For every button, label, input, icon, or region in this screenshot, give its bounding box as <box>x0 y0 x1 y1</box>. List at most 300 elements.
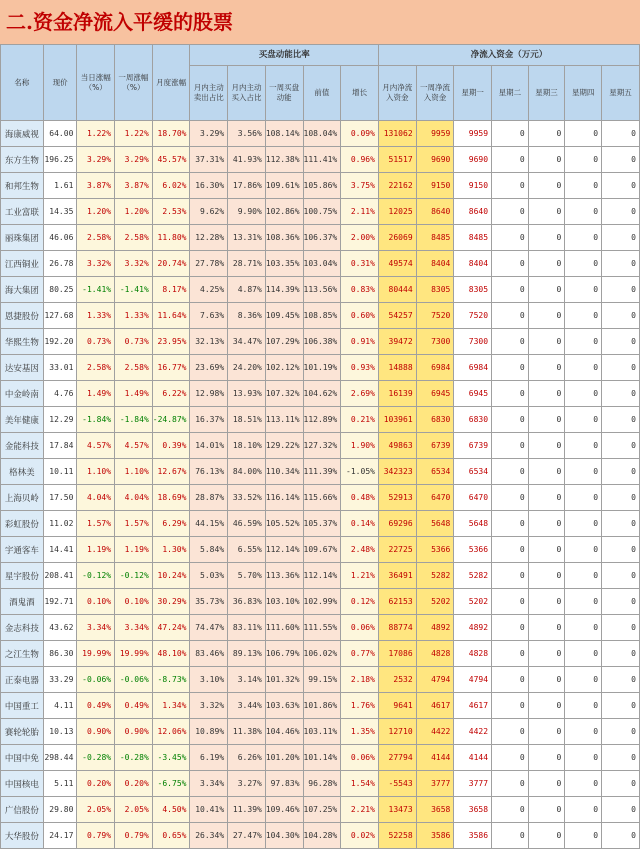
buy-ratio: 36.83% <box>228 589 266 615</box>
sell-ratio: 35.73% <box>190 589 228 615</box>
week-flow: 7520 <box>416 303 454 329</box>
table-row <box>1 121 640 147</box>
friday-flow: 0 <box>602 355 640 381</box>
growth: 0.96% <box>341 147 379 173</box>
week-buy: 102.12% <box>265 355 303 381</box>
growth: 0.02% <box>341 823 379 849</box>
tuesday-flow: 0 <box>492 615 529 641</box>
sell-ratio: 27.78% <box>190 251 228 277</box>
growth: 0.31% <box>341 251 379 277</box>
week-buy: 110.34% <box>265 459 303 485</box>
sell-ratio: 83.46% <box>190 641 228 667</box>
month-change: 2.53% <box>152 199 190 225</box>
month-change: 18.70% <box>152 121 190 147</box>
stock-name: 之江生物 <box>1 641 44 667</box>
thursday-flow: 0 <box>565 225 602 251</box>
stock-name: 中国中免 <box>1 745 44 771</box>
wednesday-flow: 0 <box>528 433 565 459</box>
growth: 1.90% <box>341 433 379 459</box>
stock-name: 海康威视 <box>1 121 44 147</box>
monday-flow: 4422 <box>454 719 492 745</box>
week-buy: 106.79% <box>265 641 303 667</box>
prev-value: 96.28% <box>303 771 341 797</box>
week-flow: 5648 <box>416 511 454 537</box>
friday-flow: 0 <box>602 277 640 303</box>
price: 29.80 <box>43 797 77 823</box>
buy-ratio: 33.52% <box>228 485 266 511</box>
wednesday-flow: 0 <box>528 719 565 745</box>
table-row <box>1 173 640 199</box>
monday-flow: 5648 <box>454 511 492 537</box>
sell-ratio: 3.32% <box>190 693 228 719</box>
monday-flow: 3586 <box>454 823 492 849</box>
monday-flow: 9150 <box>454 173 492 199</box>
header-week-change: 一周涨幅（%） <box>115 45 153 121</box>
month-change: -24.87% <box>152 407 190 433</box>
growth: 2.21% <box>341 797 379 823</box>
buy-ratio: 46.59% <box>228 511 266 537</box>
wednesday-flow: 0 <box>528 225 565 251</box>
day-change: 1.49% <box>77 381 115 407</box>
month-flow: 49574 <box>378 251 416 277</box>
week-buy: 113.36% <box>265 563 303 589</box>
table-row <box>1 303 640 329</box>
day-change: -0.06% <box>77 667 115 693</box>
stock-name: 宇通客车 <box>1 537 44 563</box>
price: 10.13 <box>43 719 77 745</box>
price: 208.41 <box>43 563 77 589</box>
thursday-flow: 0 <box>565 745 602 771</box>
sell-ratio: 44.15% <box>190 511 228 537</box>
wednesday-flow: 0 <box>528 303 565 329</box>
week-flow: 7300 <box>416 329 454 355</box>
buy-ratio: 5.70% <box>228 563 266 589</box>
week-buy: 112.38% <box>265 147 303 173</box>
month-change: 12.67% <box>152 459 190 485</box>
buy-ratio: 8.36% <box>228 303 266 329</box>
friday-flow: 0 <box>602 641 640 667</box>
header-buy-ratio: 月内主动买入占比 <box>228 66 266 121</box>
day-change: -1.84% <box>77 407 115 433</box>
week-buy: 102.86% <box>265 199 303 225</box>
sell-ratio: 16.37% <box>190 407 228 433</box>
prev-value: 127.32% <box>303 433 341 459</box>
stock-name: 丽珠集团 <box>1 225 44 251</box>
tuesday-flow: 0 <box>492 719 529 745</box>
week-flow: 5202 <box>416 589 454 615</box>
wednesday-flow: 0 <box>528 381 565 407</box>
stock-name: 华熙生物 <box>1 329 44 355</box>
week-change: 19.99% <box>115 641 153 667</box>
sell-ratio: 4.25% <box>190 277 228 303</box>
week-buy: 107.29% <box>265 329 303 355</box>
month-change: 16.77% <box>152 355 190 381</box>
growth: 0.83% <box>341 277 379 303</box>
day-change: 1.19% <box>77 537 115 563</box>
wednesday-flow: 0 <box>528 589 565 615</box>
day-change: 3.87% <box>77 173 115 199</box>
thursday-flow: 0 <box>565 719 602 745</box>
prev-value: 101.14% <box>303 745 341 771</box>
week-buy: 103.35% <box>265 251 303 277</box>
tuesday-flow: 0 <box>492 355 529 381</box>
friday-flow: 0 <box>602 303 640 329</box>
week-buy: 109.61% <box>265 173 303 199</box>
day-change: 0.79% <box>77 823 115 849</box>
monday-flow: 6984 <box>454 355 492 381</box>
page-title: 二.资金净流入平缓的股票 <box>0 0 640 44</box>
week-buy: 113.11% <box>265 407 303 433</box>
tuesday-flow: 0 <box>492 121 529 147</box>
stock-name: 美年健康 <box>1 407 44 433</box>
week-change: 4.57% <box>115 433 153 459</box>
price: 5.11 <box>43 771 77 797</box>
table-row <box>1 147 640 173</box>
week-buy: 101.32% <box>265 667 303 693</box>
month-flow: -5543 <box>378 771 416 797</box>
week-flow: 9150 <box>416 173 454 199</box>
month-change: -3.45% <box>152 745 190 771</box>
header-prev: 前值 <box>303 66 341 121</box>
tuesday-flow: 0 <box>492 511 529 537</box>
header-name: 名称 <box>1 45 44 121</box>
tuesday-flow: 0 <box>492 693 529 719</box>
friday-flow: 0 <box>602 459 640 485</box>
friday-flow: 0 <box>602 693 640 719</box>
day-change: 4.57% <box>77 433 115 459</box>
prev-value: 99.15% <box>303 667 341 693</box>
day-change: 2.05% <box>77 797 115 823</box>
growth: 0.91% <box>341 329 379 355</box>
tuesday-flow: 0 <box>492 537 529 563</box>
price: 33.29 <box>43 667 77 693</box>
month-flow: 14888 <box>378 355 416 381</box>
month-change: 48.10% <box>152 641 190 667</box>
stock-name: 中国核电 <box>1 771 44 797</box>
header-wednesday: 星期三 <box>528 66 565 121</box>
week-change: 3.29% <box>115 147 153 173</box>
sell-ratio: 28.87% <box>190 485 228 511</box>
price: 298.44 <box>43 745 77 771</box>
growth: 2.48% <box>341 537 379 563</box>
monday-flow: 4144 <box>454 745 492 771</box>
header-net-inflow-group: 净流入资金（万元） <box>378 45 639 66</box>
header-sell-ratio: 月内主动卖出占比 <box>190 66 228 121</box>
wednesday-flow: 0 <box>528 823 565 849</box>
monday-flow: 6534 <box>454 459 492 485</box>
prev-value: 103.04% <box>303 251 341 277</box>
stock-name: 星宇股份 <box>1 563 44 589</box>
prev-value: 108.04% <box>303 121 341 147</box>
growth: 0.77% <box>341 641 379 667</box>
sell-ratio: 5.84% <box>190 537 228 563</box>
sell-ratio: 3.29% <box>190 121 228 147</box>
wednesday-flow: 0 <box>528 199 565 225</box>
week-change: 1.20% <box>115 199 153 225</box>
thursday-flow: 0 <box>565 121 602 147</box>
header-week-flow: 一周净流入资金 <box>416 66 454 121</box>
buy-ratio: 13.31% <box>228 225 266 251</box>
table-row <box>1 823 640 849</box>
growth: 0.93% <box>341 355 379 381</box>
week-flow: 4422 <box>416 719 454 745</box>
growth: 1.21% <box>341 563 379 589</box>
tuesday-flow: 0 <box>492 277 529 303</box>
week-change: 2.05% <box>115 797 153 823</box>
friday-flow: 0 <box>602 615 640 641</box>
sell-ratio: 23.69% <box>190 355 228 381</box>
buy-ratio: 3.44% <box>228 693 266 719</box>
prev-value: 113.56% <box>303 277 341 303</box>
prev-value: 104.62% <box>303 381 341 407</box>
week-flow: 6984 <box>416 355 454 381</box>
prev-value: 111.41% <box>303 147 341 173</box>
week-change: 1.19% <box>115 537 153 563</box>
thursday-flow: 0 <box>565 797 602 823</box>
monday-flow: 9959 <box>454 121 492 147</box>
prev-value: 103.11% <box>303 719 341 745</box>
friday-flow: 0 <box>602 251 640 277</box>
friday-flow: 0 <box>602 745 640 771</box>
week-buy: 108.36% <box>265 225 303 251</box>
buy-ratio: 11.39% <box>228 797 266 823</box>
buy-ratio: 3.14% <box>228 667 266 693</box>
buy-ratio: 34.47% <box>228 329 266 355</box>
wednesday-flow: 0 <box>528 329 565 355</box>
monday-flow: 6739 <box>454 433 492 459</box>
table-row <box>1 329 640 355</box>
friday-flow: 0 <box>602 329 640 355</box>
header-tuesday: 星期二 <box>492 66 529 121</box>
friday-flow: 0 <box>602 433 640 459</box>
stock-name: 赛轮轮胎 <box>1 719 44 745</box>
table-row <box>1 251 640 277</box>
day-change: 2.58% <box>77 355 115 381</box>
prev-value: 104.28% <box>303 823 341 849</box>
day-change: 19.99% <box>77 641 115 667</box>
wednesday-flow: 0 <box>528 771 565 797</box>
week-change: 0.79% <box>115 823 153 849</box>
week-flow: 4794 <box>416 667 454 693</box>
buy-ratio: 17.86% <box>228 173 266 199</box>
month-change: 6.22% <box>152 381 190 407</box>
table-row <box>1 615 640 641</box>
thursday-flow: 0 <box>565 693 602 719</box>
prev-value: 100.75% <box>303 199 341 225</box>
monday-flow: 3777 <box>454 771 492 797</box>
price: 1.61 <box>43 173 77 199</box>
buy-ratio: 84.00% <box>228 459 266 485</box>
friday-flow: 0 <box>602 563 640 589</box>
month-change: 11.64% <box>152 303 190 329</box>
month-change: 30.29% <box>152 589 190 615</box>
table-row <box>1 589 640 615</box>
stock-name: 和邦生物 <box>1 173 44 199</box>
growth: 1.76% <box>341 693 379 719</box>
week-flow: 5366 <box>416 537 454 563</box>
week-flow: 6945 <box>416 381 454 407</box>
week-buy: 112.14% <box>265 537 303 563</box>
week-change: 0.20% <box>115 771 153 797</box>
price: 64.00 <box>43 121 77 147</box>
stock-name: 上海贝岭 <box>1 485 44 511</box>
month-change: 47.24% <box>152 615 190 641</box>
tuesday-flow: 0 <box>492 407 529 433</box>
growth: 2.69% <box>341 381 379 407</box>
friday-flow: 0 <box>602 667 640 693</box>
day-change: -0.28% <box>77 745 115 771</box>
price: 12.29 <box>43 407 77 433</box>
week-change: -0.28% <box>115 745 153 771</box>
wednesday-flow: 0 <box>528 121 565 147</box>
sell-ratio: 3.10% <box>190 667 228 693</box>
price: 86.30 <box>43 641 77 667</box>
monday-flow: 7520 <box>454 303 492 329</box>
tuesday-flow: 0 <box>492 199 529 225</box>
sell-ratio: 26.34% <box>190 823 228 849</box>
month-change: 10.24% <box>152 563 190 589</box>
friday-flow: 0 <box>602 121 640 147</box>
week-buy: 116.14% <box>265 485 303 511</box>
growth: 1.54% <box>341 771 379 797</box>
week-buy: 105.52% <box>265 511 303 537</box>
price: 4.76 <box>43 381 77 407</box>
week-flow: 3586 <box>416 823 454 849</box>
header-week-buy: 一周买盘动能 <box>265 66 303 121</box>
growth: 0.09% <box>341 121 379 147</box>
stock-name: 东方生物 <box>1 147 44 173</box>
month-change: 6.02% <box>152 173 190 199</box>
week-flow: 8485 <box>416 225 454 251</box>
stock-name: 酒鬼酒 <box>1 589 44 615</box>
sell-ratio: 76.13% <box>190 459 228 485</box>
monday-flow: 6945 <box>454 381 492 407</box>
price: 33.01 <box>43 355 77 381</box>
prev-value: 102.99% <box>303 589 341 615</box>
friday-flow: 0 <box>602 797 640 823</box>
table-row <box>1 719 640 745</box>
monday-flow: 5282 <box>454 563 492 589</box>
monday-flow: 4794 <box>454 667 492 693</box>
friday-flow: 0 <box>602 485 640 511</box>
thursday-flow: 0 <box>565 667 602 693</box>
monday-flow: 8404 <box>454 251 492 277</box>
month-flow: 22725 <box>378 537 416 563</box>
tuesday-flow: 0 <box>492 563 529 589</box>
table-row <box>1 485 640 511</box>
tuesday-flow: 0 <box>492 329 529 355</box>
price: 192.71 <box>43 589 77 615</box>
week-buy: 108.14% <box>265 121 303 147</box>
buy-ratio: 3.56% <box>228 121 266 147</box>
table-row <box>1 199 640 225</box>
tuesday-flow: 0 <box>492 589 529 615</box>
stock-table <box>0 44 640 849</box>
price: 80.25 <box>43 277 77 303</box>
week-buy: 104.46% <box>265 719 303 745</box>
stock-name: 正泰电器 <box>1 667 44 693</box>
thursday-flow: 0 <box>565 771 602 797</box>
tuesday-flow: 0 <box>492 251 529 277</box>
week-flow: 4828 <box>416 641 454 667</box>
week-change: 4.04% <box>115 485 153 511</box>
sell-ratio: 3.34% <box>190 771 228 797</box>
week-buy: 107.32% <box>265 381 303 407</box>
friday-flow: 0 <box>602 381 640 407</box>
month-flow: 49863 <box>378 433 416 459</box>
thursday-flow: 0 <box>565 303 602 329</box>
stock-name: 工业富联 <box>1 199 44 225</box>
wednesday-flow: 0 <box>528 355 565 381</box>
prev-value: 106.37% <box>303 225 341 251</box>
sell-ratio: 10.41% <box>190 797 228 823</box>
month-flow: 52913 <box>378 485 416 511</box>
monday-flow: 8485 <box>454 225 492 251</box>
wednesday-flow: 0 <box>528 147 565 173</box>
wednesday-flow: 0 <box>528 563 565 589</box>
wednesday-flow: 0 <box>528 251 565 277</box>
wednesday-flow: 0 <box>528 745 565 771</box>
table-row <box>1 797 640 823</box>
week-flow: 4144 <box>416 745 454 771</box>
buy-ratio: 28.71% <box>228 251 266 277</box>
sell-ratio: 74.47% <box>190 615 228 641</box>
week-flow: 6470 <box>416 485 454 511</box>
month-change: 4.50% <box>152 797 190 823</box>
tuesday-flow: 0 <box>492 381 529 407</box>
month-change: 8.17% <box>152 277 190 303</box>
stock-name: 达安基因 <box>1 355 44 381</box>
week-change: -1.84% <box>115 407 153 433</box>
table-body <box>1 121 640 849</box>
week-change: 0.73% <box>115 329 153 355</box>
header-month-flow: 月内净流入资金 <box>378 66 416 121</box>
header-monday: 星期一 <box>454 66 492 121</box>
week-change: 1.22% <box>115 121 153 147</box>
tuesday-flow: 0 <box>492 173 529 199</box>
prev-value: 111.39% <box>303 459 341 485</box>
week-flow: 6830 <box>416 407 454 433</box>
buy-ratio: 11.38% <box>228 719 266 745</box>
week-change: 0.49% <box>115 693 153 719</box>
header-growth: 增长 <box>341 66 379 121</box>
week-buy: 114.39% <box>265 277 303 303</box>
tuesday-flow: 0 <box>492 459 529 485</box>
buy-ratio: 6.55% <box>228 537 266 563</box>
week-flow: 4617 <box>416 693 454 719</box>
friday-flow: 0 <box>602 407 640 433</box>
month-flow: 54257 <box>378 303 416 329</box>
day-change: 0.10% <box>77 589 115 615</box>
growth: 0.06% <box>341 615 379 641</box>
wednesday-flow: 0 <box>528 797 565 823</box>
week-flow: 8640 <box>416 199 454 225</box>
tuesday-flow: 0 <box>492 797 529 823</box>
header-day-change: 当日涨幅（%） <box>77 45 115 121</box>
tuesday-flow: 0 <box>492 641 529 667</box>
prev-value: 115.66% <box>303 485 341 511</box>
week-change: 2.58% <box>115 225 153 251</box>
wednesday-flow: 0 <box>528 641 565 667</box>
month-change: 12.06% <box>152 719 190 745</box>
week-buy: 103.10% <box>265 589 303 615</box>
day-change: 3.29% <box>77 147 115 173</box>
sell-ratio: 12.98% <box>190 381 228 407</box>
prev-value: 105.86% <box>303 173 341 199</box>
table-row <box>1 355 640 381</box>
table-row <box>1 407 640 433</box>
thursday-flow: 0 <box>565 563 602 589</box>
